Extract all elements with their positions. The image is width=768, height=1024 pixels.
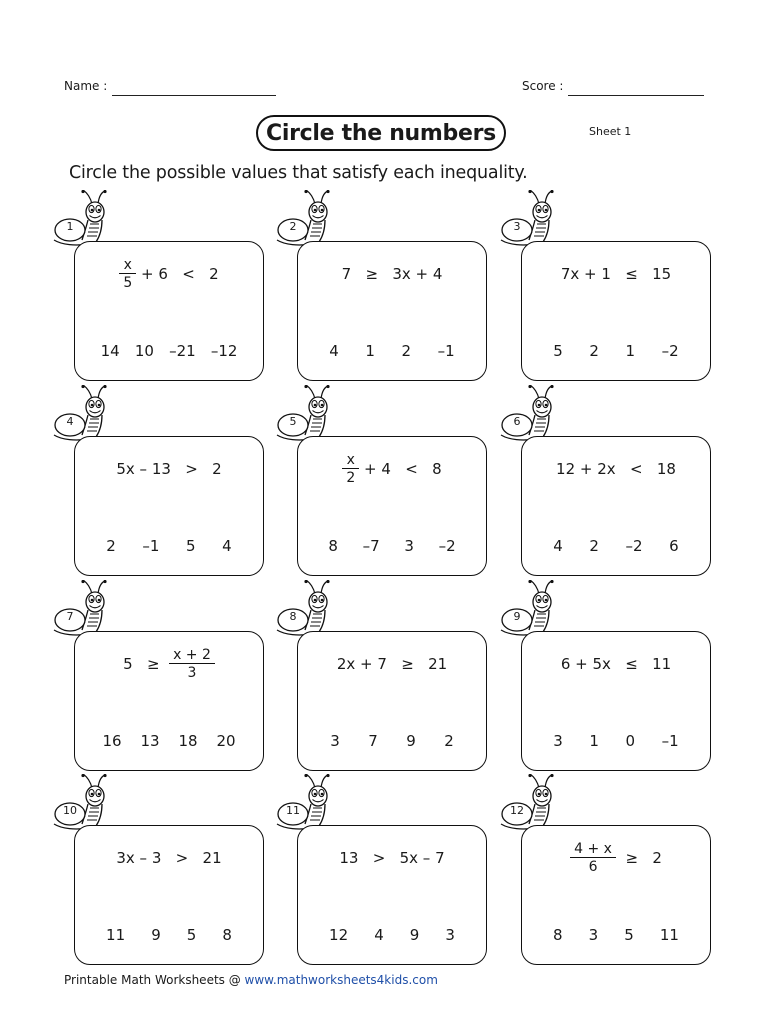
snail-icon	[499, 774, 555, 832]
problem-number-badge	[499, 580, 555, 638]
answer-option[interactable]: 0	[625, 732, 636, 750]
answer-option[interactable]: 8	[553, 926, 563, 944]
answer-option[interactable]: 1	[589, 732, 599, 750]
problem-card	[297, 436, 487, 576]
problem-card	[521, 825, 711, 965]
problem-number: 3	[513, 220, 521, 233]
problem-number-badge	[52, 580, 108, 638]
answer-option[interactable]: 14	[100, 342, 120, 360]
answer-option[interactable]: 6	[669, 537, 679, 555]
problem-number-badge	[275, 580, 331, 638]
answer-option[interactable]: 3	[404, 537, 414, 555]
snail-icon	[275, 580, 331, 638]
inequality-left: 5x – 13 > 2	[116, 460, 222, 478]
problem-card	[521, 241, 711, 381]
snail-icon	[52, 774, 108, 832]
answer-options	[93, 926, 245, 944]
answer-options	[540, 926, 692, 944]
problem-number-badge	[275, 385, 331, 443]
answer-option[interactable]: 2	[106, 537, 116, 555]
inequality-left: 7 ≥ 3x + 4	[341, 265, 443, 283]
problem-number-badge	[52, 774, 108, 832]
answer-option[interactable]: 18	[178, 732, 198, 750]
snail-icon	[52, 190, 108, 248]
answer-option[interactable]: 3	[588, 926, 599, 944]
inequality	[522, 449, 710, 489]
inequality-left: 6 + 5x ≤ 11	[560, 655, 672, 673]
answer-option[interactable]: 3	[445, 926, 455, 944]
inequality-right: + 6 < 2	[136, 265, 219, 283]
inequality	[522, 838, 710, 878]
answer-options	[540, 537, 692, 555]
problem-number: 5	[289, 415, 297, 428]
answer-option[interactable]: 4	[329, 342, 339, 360]
inequality-left: 12 + 2x < 18	[556, 460, 676, 478]
answer-option[interactable]: 9	[151, 926, 161, 944]
fraction-denominator: 5	[119, 273, 136, 290]
problem-number: 8	[289, 610, 297, 623]
problem-card	[74, 631, 264, 771]
answer-option[interactable]: 5	[624, 926, 634, 944]
problem-number: 11	[286, 804, 300, 817]
answer-options	[93, 537, 245, 555]
answer-option[interactable]: 2	[401, 342, 412, 360]
snail-icon	[499, 580, 555, 638]
fraction-numerator: x	[123, 257, 132, 273]
problem-card	[521, 631, 711, 771]
inequality-left: 5 ≥	[123, 655, 170, 673]
problem-number-badge	[52, 385, 108, 443]
fraction-numerator: x	[346, 452, 355, 468]
problem-number: 7	[66, 610, 74, 623]
answer-option[interactable]: 8	[328, 537, 338, 555]
answer-options	[316, 732, 468, 750]
answer-option[interactable]: 9	[406, 732, 416, 750]
answer-option[interactable]: 7	[368, 732, 378, 750]
problem-card	[297, 241, 487, 381]
problem-number-badge	[499, 774, 555, 832]
answer-option[interactable]: –2	[438, 537, 456, 555]
problem-card	[297, 631, 487, 771]
footer-text: Printable Math Worksheets @	[64, 973, 245, 987]
problem-number-badge	[275, 774, 331, 832]
fraction	[572, 842, 614, 874]
answer-option[interactable]: 2	[589, 342, 599, 360]
problem-number: 12	[510, 804, 524, 817]
answer-option[interactable]: –2	[625, 537, 643, 555]
problem-number: 9	[513, 610, 521, 623]
problem-number: 1	[66, 220, 74, 233]
problem-number-badge	[499, 190, 555, 248]
page-title: Circle the numbers	[256, 115, 506, 151]
inequality	[75, 644, 263, 684]
answer-option[interactable]: –21	[169, 342, 196, 360]
snail-icon	[275, 385, 331, 443]
fraction-denominator: 6	[570, 857, 616, 874]
problem-card	[74, 436, 264, 576]
answer-option[interactable]: 3	[553, 732, 563, 750]
problem-card	[74, 825, 264, 965]
answer-option[interactable]: 4	[222, 537, 232, 555]
answer-options	[540, 732, 692, 750]
answer-option[interactable]: 12	[329, 926, 349, 944]
answer-option[interactable]: 11	[659, 926, 679, 944]
answer-option[interactable]: –7	[362, 537, 380, 555]
snail-icon	[275, 190, 331, 248]
inequality-right: ≥ 2	[615, 849, 662, 867]
problem-card	[521, 436, 711, 576]
problem-card	[74, 241, 264, 381]
snail-icon	[52, 580, 108, 638]
inequality	[75, 449, 263, 489]
problem-card	[297, 825, 487, 965]
score-label: Score :	[522, 79, 564, 93]
inequality	[298, 449, 486, 489]
problem-number-badge	[499, 385, 555, 443]
answer-option[interactable]: 10	[134, 342, 154, 360]
score-line[interactable]	[568, 95, 704, 96]
inequality	[298, 838, 486, 878]
answer-option[interactable]: 1	[365, 342, 375, 360]
inequality	[522, 254, 710, 294]
instruction: Circle the possible values that satisfy each inequality.	[69, 163, 528, 183]
inequality-left: 2x + 7 ≥ 21	[336, 655, 448, 673]
answer-option[interactable]: 16	[102, 732, 122, 750]
problem-number: 10	[63, 804, 77, 817]
answer-option[interactable]: –1	[142, 537, 160, 555]
snail-icon	[52, 385, 108, 443]
inequality	[75, 838, 263, 878]
inequality-left: 3x – 3 > 21	[116, 849, 222, 867]
answer-options	[540, 342, 692, 360]
answer-option[interactable]: 2	[589, 537, 599, 555]
fraction	[171, 648, 213, 680]
answer-options	[316, 926, 468, 944]
answer-option[interactable]: 5	[186, 537, 196, 555]
answer-option[interactable]: 4	[374, 926, 384, 944]
fraction-denominator: 2	[342, 468, 359, 485]
inequality	[298, 254, 486, 294]
fraction-numerator: x + 2	[173, 647, 211, 663]
answer-options	[93, 732, 245, 750]
answer-option[interactable]: 1	[625, 342, 636, 360]
answer-options	[316, 342, 468, 360]
name-label: Name :	[64, 79, 108, 93]
answer-option[interactable]: 8	[222, 926, 232, 944]
answer-option[interactable]: 20	[216, 732, 236, 750]
footer-link[interactable]: www.mathworksheets4kids.com	[244, 973, 438, 987]
answer-options	[316, 537, 468, 555]
answer-option[interactable]: 3	[330, 732, 340, 750]
snail-icon	[499, 385, 555, 443]
name-line[interactable]	[112, 95, 276, 96]
fraction-denominator: 3	[169, 663, 215, 680]
answer-option[interactable]: –12	[210, 342, 238, 360]
answer-option[interactable]: –1	[661, 732, 679, 750]
problem-number: 2	[289, 220, 297, 233]
inequality-left: 7x + 1 ≤ 15	[560, 265, 672, 283]
fraction	[344, 453, 357, 485]
answer-option[interactable]: 11	[106, 926, 126, 944]
inequality	[75, 254, 263, 294]
sheet-label: Sheet 1	[589, 125, 632, 138]
inequality	[522, 644, 710, 684]
answer-option[interactable]: 4	[553, 537, 563, 555]
problem-number: 6	[513, 415, 521, 428]
answer-option[interactable]: 13	[140, 732, 160, 750]
answer-option[interactable]: –2	[661, 342, 679, 360]
inequality	[298, 644, 486, 684]
answer-option[interactable]: 5	[553, 342, 563, 360]
answer-option[interactable]: 5	[186, 926, 197, 944]
fraction-numerator: 4 + x	[574, 841, 612, 857]
answer-option[interactable]: –1	[437, 342, 455, 360]
fraction	[121, 258, 134, 290]
problem-number-badge	[275, 190, 331, 248]
footer	[64, 973, 438, 987]
inequality-left: 13 > 5x – 7	[339, 849, 445, 867]
answer-options	[93, 342, 245, 360]
answer-option[interactable]: 9	[409, 926, 420, 944]
snail-icon	[499, 190, 555, 248]
inequality-right: + 4 < 8	[359, 460, 442, 478]
snail-icon	[275, 774, 331, 832]
problem-number-badge	[52, 190, 108, 248]
problem-number: 4	[66, 415, 74, 428]
answer-option[interactable]: 2	[444, 732, 454, 750]
